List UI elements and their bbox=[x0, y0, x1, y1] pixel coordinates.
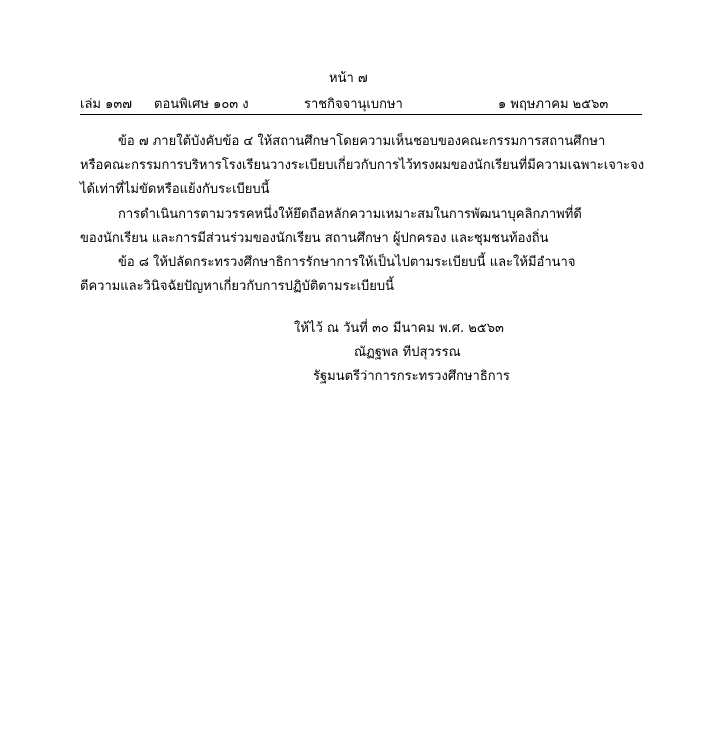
signature-date: ให้ไว้ ณ วันที่ ๓๐ มีนาคม พ.ศ. ๒๕๖๓ bbox=[294, 321, 504, 336]
gazette-header bbox=[80, 93, 640, 113]
volume-label: เล่ม ๑๓๗ bbox=[80, 97, 133, 112]
publication-date: ๑ พฤษภาคม ๒๕๖๓ bbox=[498, 97, 609, 112]
clause-7-para-2-line-1: การดำเนินการตามวรรคหนึ่งให้ยึดถือหลักความเหมาะสมในการพัฒนาบุคลิกภาพที่ดี bbox=[118, 207, 582, 222]
section-label: ตอนพิเศษ ๑๐๓ ง bbox=[154, 97, 249, 112]
clause-7-line-2: หรือคณะกรรมการบริหารโรงเรียนวางระเบียบเกี่ยวกับการไว้ทรงผมของนักเรียนที่มีความเฉพาะเจาะจง bbox=[80, 158, 645, 173]
gazette-title: ราชกิจจานุเบกษา bbox=[304, 97, 403, 112]
clause-7-line-3: ได้เท่าที่ไม่ขัดหรือแย้งกับระเบียบนี้ bbox=[80, 182, 270, 197]
signatory-name: ณัฏฐพล ทีปสุวรรณ bbox=[354, 345, 461, 360]
signatory-title: รัฐมนตรีว่าการกระทรวงศึกษาธิการ bbox=[313, 369, 510, 384]
clause-7-line-1: ข้อ ๗ ภายใต้บังคับข้อ ๔ ให้สถานศึกษาโดยความเห็นชอบของคณะกรรมการสถานศึกษา bbox=[118, 134, 606, 149]
header-rule bbox=[80, 114, 642, 115]
clause-7-para-2-line-2: ของนักเรียน และการมีส่วนร่วมของนักเรียน สถานศึกษา ผู้ปกครอง และชุมชนท้องถิ่น bbox=[80, 231, 549, 246]
clause-8-line-2: ตีความและวินิจฉัยปัญหาเกี่ยวกับการปฏิบัติตามระเบียบนี้ bbox=[80, 279, 395, 294]
page-number: หน้า ๗ bbox=[329, 71, 368, 86]
clause-8-line-1: ข้อ ๘ ให้ปลัดกระทรวงศึกษาธิการรักษาการให้เป็นไปตามระเบียบนี้ และให้มีอำนาจ bbox=[118, 255, 576, 270]
